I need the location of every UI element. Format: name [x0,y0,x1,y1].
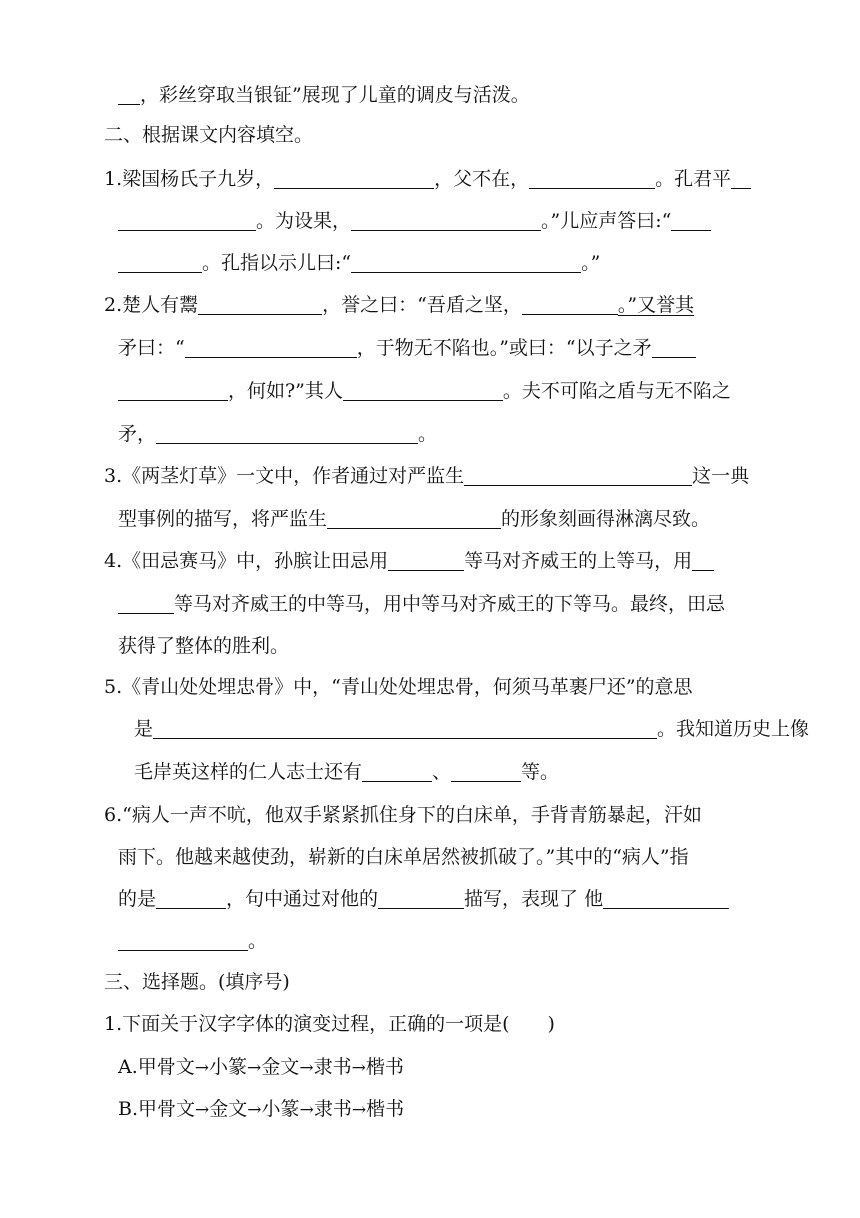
blank[interactable] [198,292,322,315]
question-1-line-1: 1.梁国杨氏子九岁， ，父不在， 。孔君平 [104,158,820,200]
blank[interactable] [118,82,140,105]
blank[interactable] [464,463,692,486]
blank[interactable] [118,208,256,231]
arrow-icon: → [195,1100,210,1120]
blank[interactable] [118,928,248,951]
question-6-line-1: 6.“病人一声不吭，他双手紧紧抓住身下的白床单，手背青筋暴起，汗如 [104,804,702,826]
question-2-line-4: 矛， 。 [118,423,438,445]
intro-line: ，彩丝穿取当银钲”展现了儿童的调皮与活泼。 [118,74,820,116]
arrow-icon: → [194,1058,210,1078]
arrow-icon: → [247,1058,262,1078]
blank[interactable] [692,548,714,571]
blank[interactable] [451,759,521,782]
question-6-line-3: 的是 ，句中通过对他的 描写，表现了 他 [118,878,820,920]
arrow-icon: → [299,1100,314,1120]
blank[interactable] [118,250,202,273]
blank[interactable] [522,292,618,315]
question-3-line-2: 型事例的描写，将严监生 的形象刻画得淋漓尽致。 [118,508,711,530]
blank[interactable] [118,591,174,614]
question-2-line-2: 矛曰：“ ，于物无不陷也。”或曰：“以子之矛 [118,327,820,369]
question-4-line-3: 获得了整体的胜利。 [118,635,290,657]
question-1-line-3: 。孔指以示儿曰:“ 。” [118,242,820,284]
question-5-line-3: 毛岸英这样的仁人志士还有 、 等。 [134,761,560,783]
blank[interactable] [388,548,464,571]
blank[interactable] [118,378,228,401]
question-6-line-2: 雨下。他越来越使劲，崭新的白床单居然被抓破了。”其中的“病人”指 [118,846,689,868]
blank[interactable] [603,886,729,909]
blank[interactable] [156,421,418,444]
question-1-line-2: 。为设果， 。”儿应声答曰:“ [118,200,820,242]
blank[interactable] [351,208,541,231]
arrow-icon: → [247,1100,262,1120]
question-3-line-1: 3.《两茎灯草》一文中，作者通过对严监生 这一典 [104,465,750,487]
arrow-icon: → [351,1100,367,1120]
blank[interactable] [362,759,432,782]
blank[interactable] [274,166,434,189]
question-4-line-2: 等马对齐威王的中等马，用中等马对齐威王的下等马。最终，田忌 [118,583,820,625]
choice-question-stem: 1.下面关于汉字字体的演变过程，正确的一项是( ) [104,1013,555,1035]
blank[interactable] [731,166,751,189]
blank[interactable] [378,886,464,909]
blank[interactable] [153,716,657,739]
arrow-icon: → [351,1058,366,1078]
blank[interactable] [327,506,501,529]
question-5-line-2: 是 。我知道历史上像 [134,718,810,740]
blank[interactable] [652,335,696,358]
blank[interactable] [671,208,711,231]
section-heading: 二、根据课文内容填空。 [104,124,314,146]
question-2-line-3: ，何如?”其人 。夫不可陷之盾与无不陷之 [118,370,820,412]
blank[interactable] [529,166,655,189]
blank[interactable] [343,378,503,401]
blank[interactable] [185,335,357,358]
option-b[interactable]: B.甲骨文→金文→小篆→隶书→楷书 [118,1098,405,1120]
question-4-line-1: 4.《田忌赛马》中，孙膑让田忌用 等马对齐威王的上等马，用 [104,540,820,582]
section-heading: 三、选择题。(填序号) [104,971,290,993]
blank[interactable] [156,886,226,909]
option-a[interactable]: A.甲骨文→小篆→金文→隶书→楷书 [118,1056,404,1078]
question-2-line-1: 2.楚人有鬻 ，誉之曰：“吾盾之坚， 。”又誉其 [104,294,695,316]
question-5-line-1: 5.《青山处处埋忠骨》中，“青山处处埋忠骨，何须马革裹尸还”的意思 [104,676,693,698]
arrow-icon: → [299,1058,314,1078]
blank[interactable] [351,250,581,273]
question-6-line-4: 。 [118,920,820,962]
